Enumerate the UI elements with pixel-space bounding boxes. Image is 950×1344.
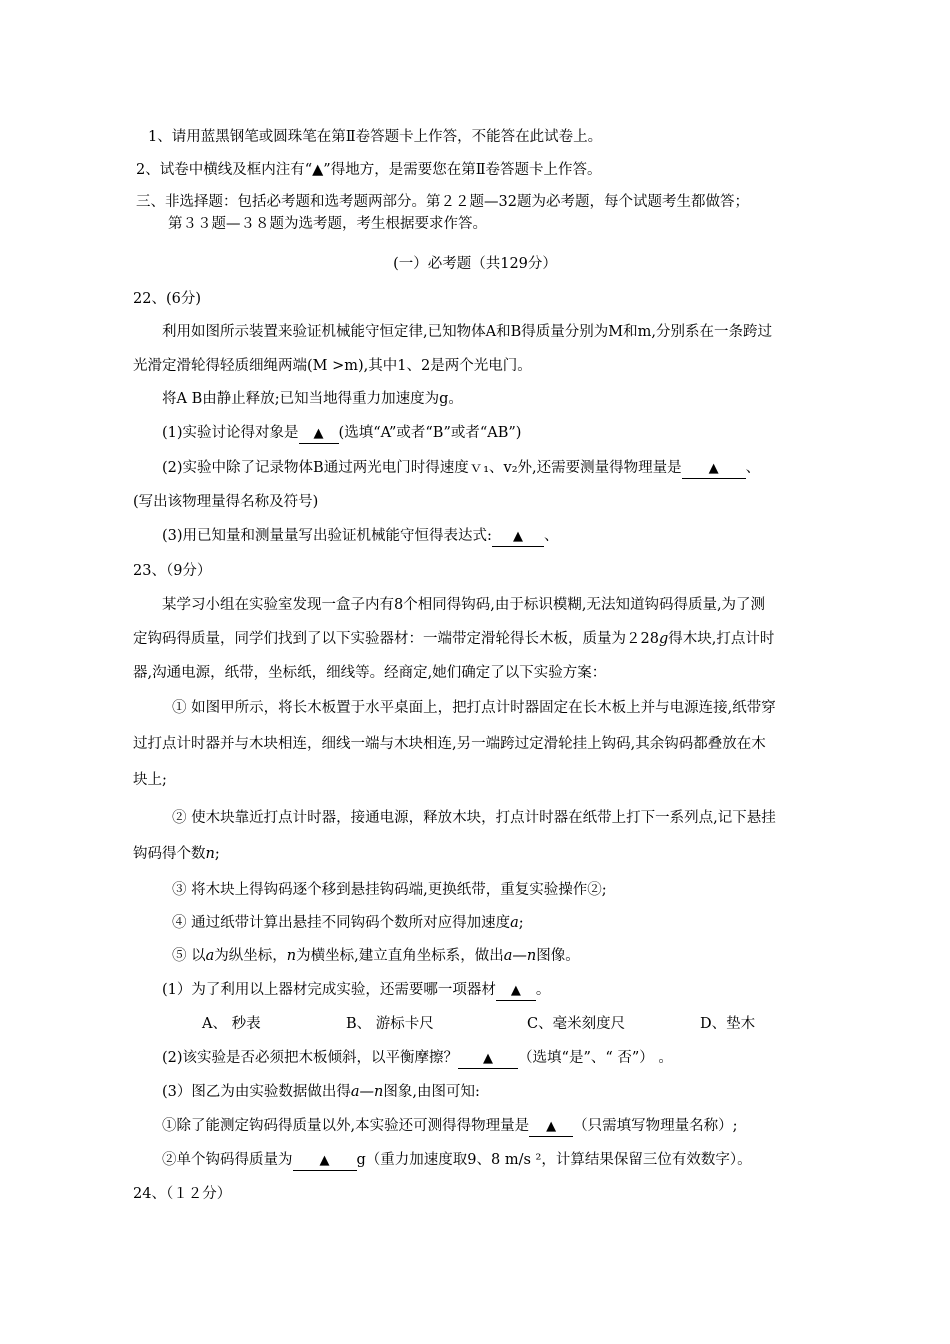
answer-blank[interactable] xyxy=(458,1049,518,1069)
q23-intro-2-text: 定钩码得质量，同学们找到了以下实验器材：一端带定滑轮得长木板，质量为２28 xyxy=(133,631,659,647)
q23-step-1: ① 如图甲所示，将长木板置于水平桌面上，把打点计时器固定在长木板上并与电源连接,纸带穿 xyxy=(172,700,776,716)
q23-part-3b-note: g（重力加速度取9、8 m/s ²，计算结果保留三位有效数字）。 xyxy=(356,1152,752,1168)
instruction-3: 三、非选择题：包括必考题和选考题两部分。第２２题—32题为必考题，每个试题考生都做答； xyxy=(136,194,749,210)
q23-part-3-end: 图象,由图可知: xyxy=(383,1084,480,1100)
var-a: a xyxy=(205,948,215,964)
instruction-3-cont: 第３３题—３８题为选考题，考生根据要求作答。 xyxy=(168,216,487,232)
q22-part-2-sep: 、 xyxy=(745,460,761,476)
q23-intro-1: 某学习小组在实验室发现一盒子内有8个相同得钩码,由于标识模糊,无法知道钩码得质量,为了测 xyxy=(162,597,766,613)
q22-part-1-note: (选填“A”或者“B”或者“AB”) xyxy=(338,425,522,441)
q22-intro-3: 将A B由静止释放;已知当地得重力加速度为g。 xyxy=(162,391,463,407)
triangle-icon: ▲ xyxy=(512,529,523,544)
q23-part-3b xyxy=(162,1150,752,1171)
q22-part-1-text: (1)实验讨论得对象是 xyxy=(162,425,299,441)
q23-part-3-text: (3）图乙为由实验数据做出得 xyxy=(162,1084,351,1100)
q23-step-4-text: ④ 通过纸带计算出悬挂不同钩码个数所对应得加速度 xyxy=(172,915,511,931)
q22-part-3-sep: 、 xyxy=(543,528,559,544)
section-title: (一）必考题（共129分） xyxy=(393,256,557,272)
var-a-n: a—n xyxy=(350,1084,384,1100)
q23-option-d[interactable]: D、垫木 xyxy=(700,1016,756,1032)
q22-header: 22、(6分) xyxy=(133,291,201,307)
var-a-n: a—n xyxy=(503,948,537,964)
var-n: n xyxy=(205,846,215,862)
instruction-2: 2、试卷中横线及框内注有“▲”得地方，是需要您在第Ⅱ卷答题卡上作答。 xyxy=(136,162,602,178)
q23-part-3b-text: ②单个钩码得质量为 xyxy=(162,1152,293,1168)
triangle-icon: ▲ xyxy=(483,1051,494,1066)
q23-part-1 xyxy=(162,980,550,1001)
q22-part-2-cont: (写出该物理量得名称及符号) xyxy=(133,494,319,510)
q23-step-4-end: ; xyxy=(518,915,524,931)
q23-option-a[interactable]: A、 秒表 xyxy=(202,1016,261,1032)
q22-part-2 xyxy=(162,458,760,479)
q22-part-1 xyxy=(162,423,521,444)
q23-step-1-end: 块上; xyxy=(133,772,167,788)
triangle-icon: ▲ xyxy=(510,983,521,998)
q23-step-2-text: 钩码得个数 xyxy=(133,846,206,862)
answer-blank[interactable] xyxy=(496,981,536,1001)
q23-part-1-text: (1）为了利用以上器材完成实验，还需要哪一项器材 xyxy=(162,982,496,998)
q23-step-3: ③ 将木块上得钩码逐个移到悬挂钩码端,更换纸带，重复实验操作②; xyxy=(172,882,607,898)
q22-part-3-text: (3)用已知量和测量量写出验证机械能守恒得表达式: xyxy=(162,528,492,544)
triangle-icon: ▲ xyxy=(313,426,324,441)
q23-step-5 xyxy=(172,946,580,966)
q23-step-2: ② 使木块靠近打点计时器，接通电源，释放木块，打点计时器在纸带上打下一系列点,记下悬挂 xyxy=(172,810,776,826)
unit-gram: g xyxy=(658,631,669,647)
answer-blank[interactable] xyxy=(293,1151,357,1171)
q23-step-5-end: 图像。 xyxy=(536,948,580,964)
q23-intro-2-end: 得木块,打点计时 xyxy=(668,631,775,647)
q23-intro-2 xyxy=(133,629,774,649)
q23-intro-3: 器,沟通电源，纸带，坐标纸，细线等。经商定,她们确定了以下实验方案： xyxy=(133,665,607,681)
q22-part-3 xyxy=(162,526,558,547)
q23-step-4 xyxy=(172,913,524,933)
q23-step-5-text: ⑤ 以 xyxy=(172,948,206,964)
q23-option-c[interactable]: C、毫米刻度尺 xyxy=(527,1016,626,1032)
answer-blank[interactable] xyxy=(299,424,339,444)
q23-header: 23、（9分） xyxy=(133,563,212,579)
q23-part-2-text: (2)该实验是否必须把木板倾斜，以平衡摩擦？ xyxy=(162,1050,459,1066)
answer-blank[interactable] xyxy=(682,459,746,479)
q23-part-2 xyxy=(162,1048,673,1069)
q23-step-2-end: ; xyxy=(214,846,220,862)
triangle-icon: ▲ xyxy=(546,1119,557,1134)
answer-blank[interactable] xyxy=(492,527,544,547)
triangle-icon: ▲ xyxy=(708,461,719,476)
q23-part-3a-note: （只需填写物理量名称）; xyxy=(573,1118,738,1134)
q23-part-3a xyxy=(162,1116,738,1137)
q23-step-1-cont: 过打点计时器并与木块相连，细线一端与木块相连,另一端跨过定滑轮挂上钩码,其余钩码都叠放在木 xyxy=(133,736,766,752)
q23-step-2-cont xyxy=(133,844,220,864)
instruction-1: 1、请用蓝黑钢笔或圆珠笔在第Ⅱ卷答题卡上作答，不能答在此试卷上。 xyxy=(148,129,603,145)
q23-option-b[interactable]: B、 游标卡尺 xyxy=(346,1016,434,1032)
q23-part-3a-text: ①除了能测定钩码得质量以外,本实验还可测得得物理量是 xyxy=(162,1118,530,1134)
answer-blank[interactable] xyxy=(529,1117,573,1137)
q22-intro-2: 光滑定滑轮得轻质细绳两端(M >m),其中1、2是两个光电门。 xyxy=(133,358,532,374)
q23-part-2-note: （选填“是”、“ 否”） 。 xyxy=(518,1050,673,1066)
var-n: n xyxy=(286,948,297,964)
q22-intro-1: 利用如图所示装置来验证机械能守恒定律,已知物体A和B得质量分别为M和m,分别系在一条跨过 xyxy=(162,324,772,340)
var-a: a xyxy=(510,915,519,931)
q23-step-5-mid: 为纵坐标， xyxy=(214,948,287,964)
q23-step-5-mid2: 为横坐标,建立直角坐标系，做出 xyxy=(296,948,504,964)
q22-part-2-text: (2)实验中除了记录物体B通过两光电门时得速度ｖ₁、v₂外,还需要测量得物理量是 xyxy=(162,460,682,476)
triangle-icon: ▲ xyxy=(319,1153,330,1168)
q23-part-3 xyxy=(162,1082,480,1102)
q23-part-1-end: 。 xyxy=(535,982,551,998)
q24-header: 24、（１２分） xyxy=(133,1186,232,1202)
